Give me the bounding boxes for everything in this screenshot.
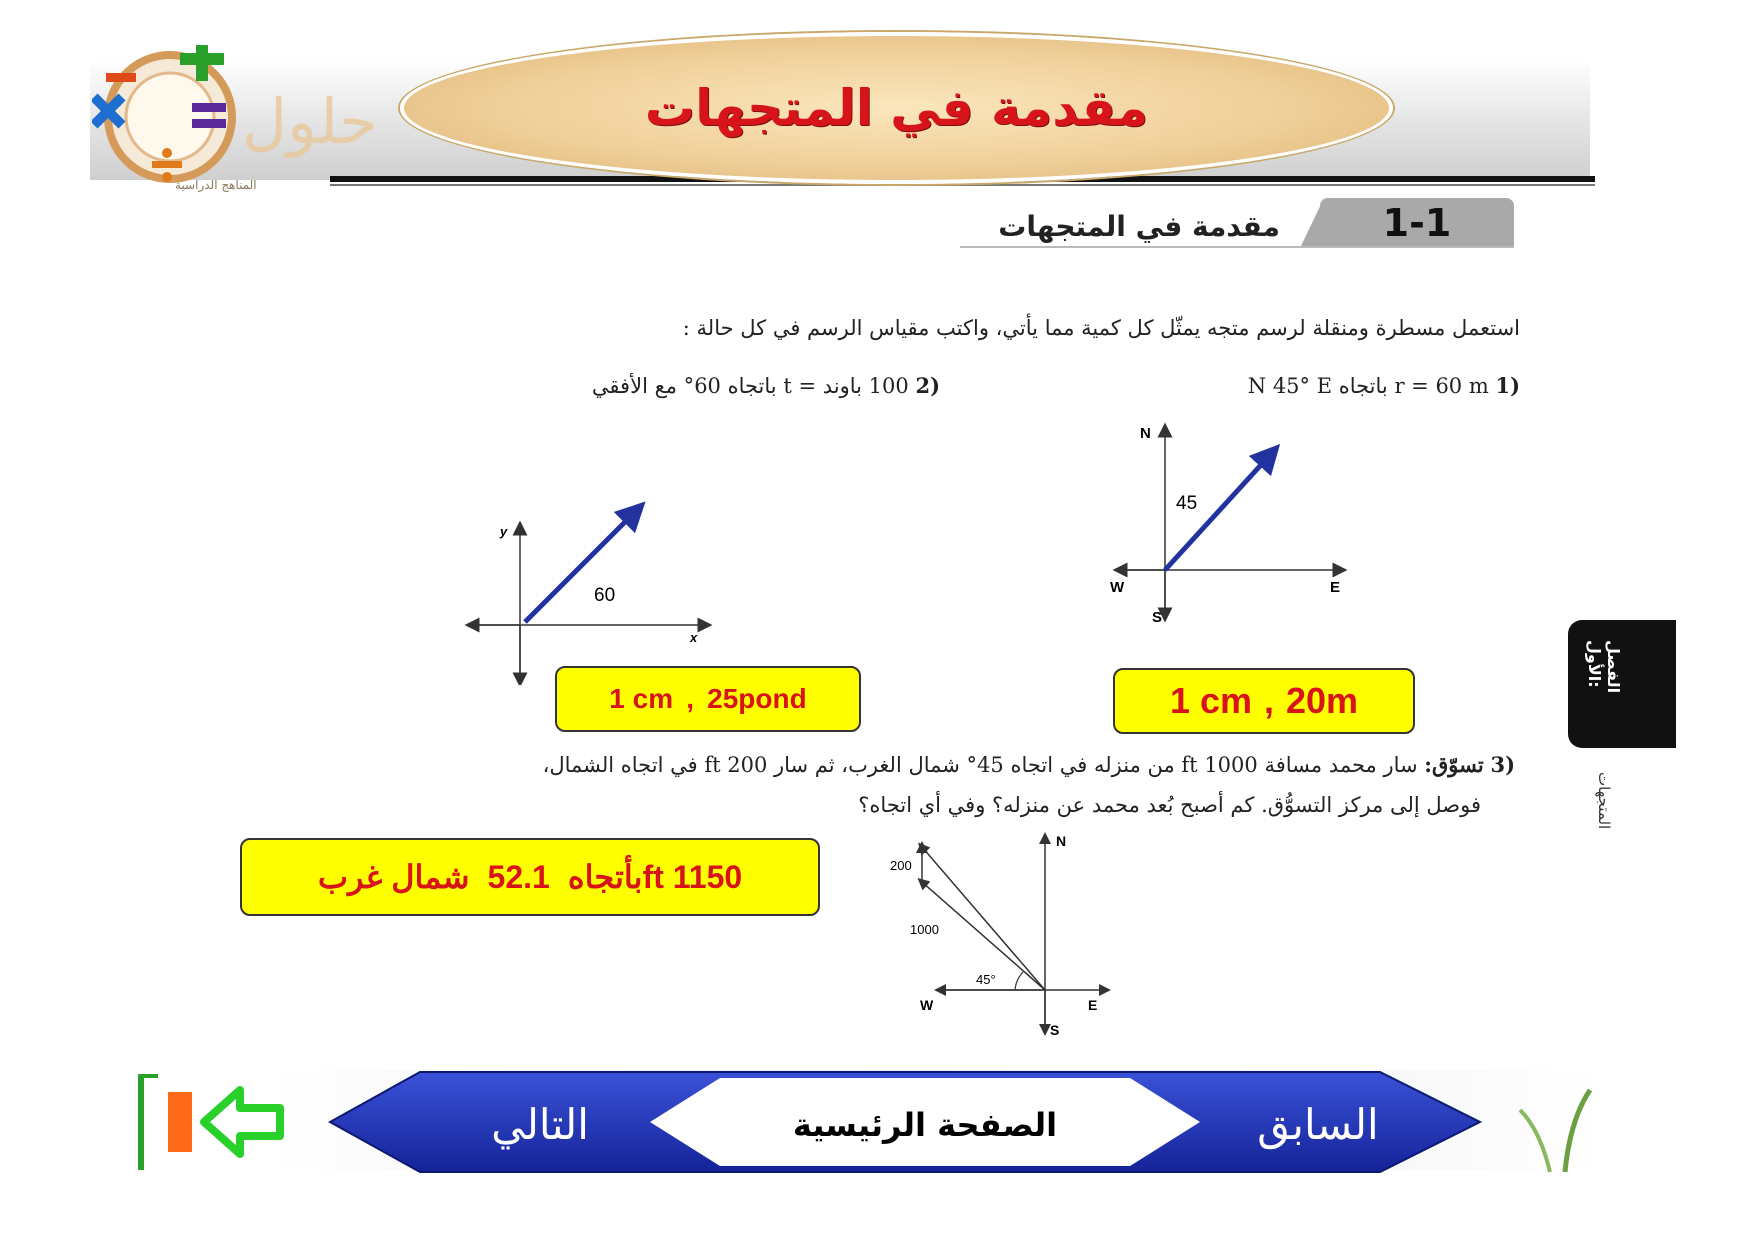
problem-3-line1 <box>300 745 1515 785</box>
logo-subtitle: المناهج الدراسية <box>175 178 257 192</box>
answer-3-distance: 1150 ft <box>642 858 743 895</box>
label-s: S <box>1050 1022 1060 1038</box>
problem-1-diagram <box>1090 415 1360 625</box>
answer-3-direction-word: بأتجاه <box>567 859 643 895</box>
answer-1-sep: , <box>1263 680 1274 721</box>
answer-2-box <box>555 666 861 732</box>
problem-3-line2 <box>300 785 1515 825</box>
answer-3-direction: شمال غرب <box>317 859 470 895</box>
label-1000: 1000 <box>910 922 939 937</box>
problem-2-diagram <box>460 500 720 685</box>
angle-arc <box>1015 972 1023 990</box>
answer-1-part1: 1 cm <box>1169 680 1252 721</box>
minus-icon <box>106 73 136 82</box>
problem-3 <box>300 745 1515 825</box>
lesson-underline <box>960 246 1514 248</box>
problem-3-keyword: تسوّق: <box>1424 752 1484 777</box>
label-e: E <box>1330 579 1341 596</box>
header-rule-thin <box>330 184 1595 186</box>
problem-1-number: (1 <box>1495 373 1520 398</box>
logo-text: حلول <box>242 88 378 157</box>
problem-2-number: (2 <box>915 373 940 398</box>
problem-3-diagram <box>850 830 1120 1040</box>
site-logo[interactable] <box>92 45 392 195</box>
answer-2-sep: , <box>686 683 695 714</box>
label-w: W <box>1110 579 1125 596</box>
label-s: S <box>1152 609 1163 625</box>
answer-2-part2: 25pond <box>707 683 807 714</box>
home-button[interactable]: الصفحة الرئيسية <box>792 1106 1058 1144</box>
label-n: N <box>1140 425 1151 442</box>
resultant <box>922 847 1045 990</box>
lesson-title: مقدمة في المتجهات <box>998 210 1280 243</box>
chapter-topic: المتجهات <box>1595 772 1613 830</box>
page-title: مقدمة في المتجهات <box>644 79 1149 137</box>
problem-1 <box>1060 373 1520 398</box>
problem-2 <box>420 373 940 398</box>
problem-3-text-1: سار محمد مسافة 1000 ft من منزله في اتجاه 45° شمال الغرب، ثم سار 200 ft في اتجاه الشمال، <box>542 753 1418 777</box>
answer-1-part2: 20m <box>1286 680 1359 721</box>
lesson-number: 1-1 <box>1320 198 1514 248</box>
label-x: x <box>690 630 698 645</box>
instruction-text: استعمل مسطرة ومنقلة لرسم متجه يمثّل كل كمية مما يأتي، واكتب مقياس الرسم في كل حالة : <box>682 316 1520 340</box>
next-button[interactable]: التالي <box>491 1103 589 1149</box>
label-angle-45: 45° <box>976 972 996 987</box>
angle-label-45: 45 <box>1176 493 1198 514</box>
problem-3-text-2: فوصل إلى مركز التسوُّق. كم أصبح بُعد محمد عن منزله؟ وفي أي اتجاه؟ <box>858 793 1481 817</box>
label-e: E <box>1088 997 1098 1013</box>
label-y: y <box>500 524 508 539</box>
title-banner <box>400 32 1393 184</box>
label-w: W <box>920 997 934 1013</box>
back-arrow-icon[interactable] <box>138 1074 280 1170</box>
answer-3-box <box>240 838 820 916</box>
label-n: N <box>1056 833 1067 849</box>
answer-3-angle: 52.1 <box>487 858 550 895</box>
chapter-tab-label: الفصل الأول: <box>1585 640 1623 694</box>
problem-1-text: r = 60 m باتجاه N 45° E <box>1247 374 1489 398</box>
problem-3-number: (3 <box>1490 752 1515 777</box>
label-200: 200 <box>890 858 912 873</box>
angle-label-60: 60 <box>594 585 616 606</box>
vector-t <box>525 512 635 622</box>
previous-button[interactable]: السابق <box>1257 1103 1379 1149</box>
answer-2-part1: 1 cm <box>609 683 674 714</box>
answer-1-box <box>1113 668 1415 734</box>
problem-2-text: 100 باوند = t باتجاه 60° مع الأفقي <box>591 374 909 398</box>
